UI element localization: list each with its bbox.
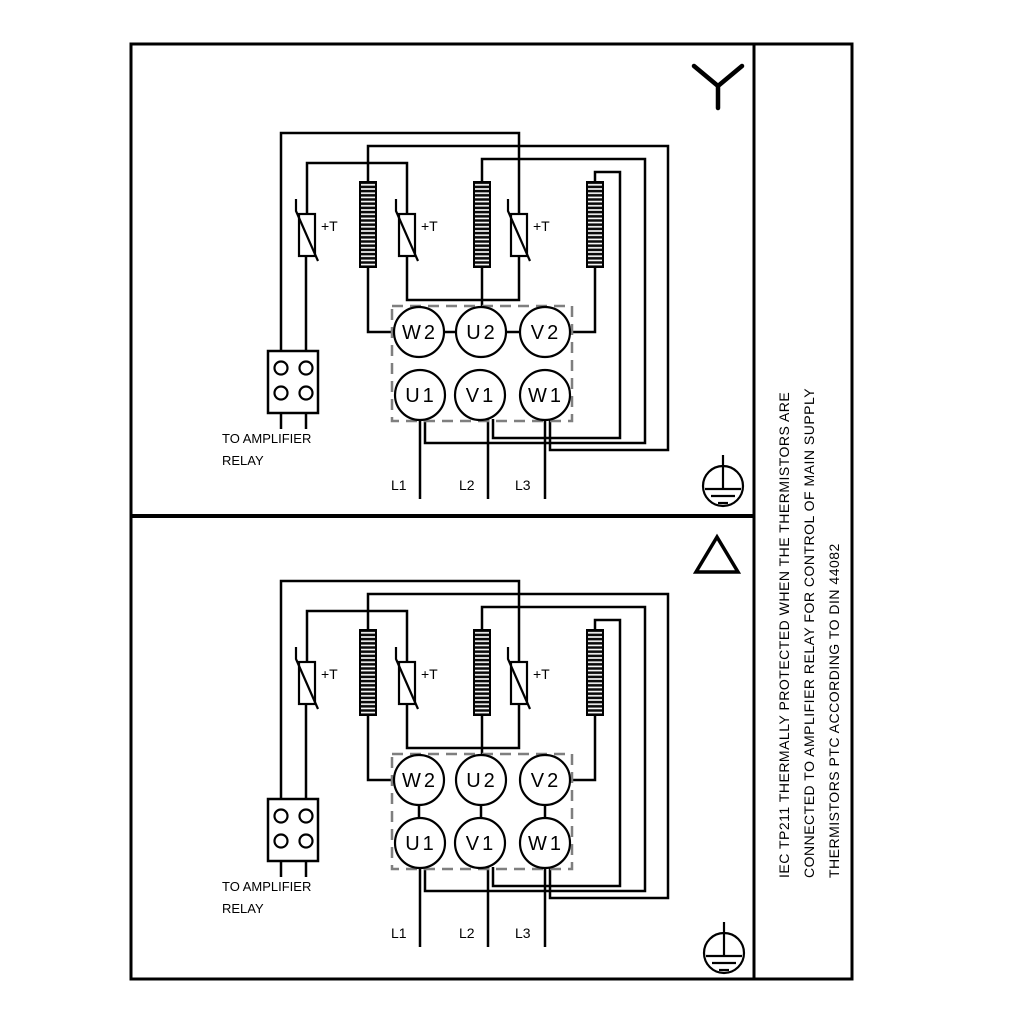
relay-pin	[300, 835, 313, 848]
relay-pin	[300, 362, 313, 375]
relay-connector	[268, 799, 318, 861]
relay-box	[268, 351, 318, 413]
thermistor-icon	[508, 647, 550, 709]
thermistor-label: +T	[321, 218, 338, 234]
star-icon	[694, 66, 742, 108]
thermistor-icon	[296, 199, 338, 261]
relay-caption-line1: TO AMPLIFIER	[222, 879, 312, 894]
relay-pin	[275, 835, 288, 848]
thermistor-icon	[296, 647, 338, 709]
motor-windings	[360, 182, 603, 267]
supply-label-l2: L2	[459, 477, 475, 493]
side-note-line3: THERMISTORS PTC ACCORDING TO DIN 44082	[826, 543, 842, 878]
relay-pin	[275, 387, 288, 400]
relay-connector	[268, 351, 318, 413]
thermistor-label: +T	[421, 218, 438, 234]
supply-label-l1: L1	[391, 925, 407, 941]
panel-star	[222, 66, 743, 506]
winding-coil-u	[474, 630, 490, 715]
terminal-board	[392, 306, 572, 421]
thermistor-label: +T	[421, 666, 438, 682]
winding-coil-w	[360, 182, 376, 267]
supply-label-l2: L2	[459, 925, 475, 941]
terminal-label: U2	[466, 770, 498, 792]
terminal-label: V2	[530, 770, 562, 792]
winding-coil-w	[360, 630, 376, 715]
terminal-label: U1	[405, 833, 437, 855]
terminal-label: W2	[402, 770, 438, 792]
delta-icon	[696, 537, 738, 572]
side-note-line2: CONNECTED TO AMPLIFIER RELAY FOR CONTROL OF MAIN SUPPLY	[801, 387, 817, 878]
winding-coil-v	[587, 630, 603, 715]
side-note-line1: IEC TP211 THERMALLY PROTECTED WHEN THE THERMISTORS ARE	[776, 391, 792, 878]
thermistors	[296, 199, 550, 261]
earth-ground-icon	[704, 922, 744, 973]
winding-coil-v	[587, 182, 603, 267]
terminal-label: V1	[465, 385, 497, 407]
side-note	[776, 388, 842, 878]
relay-pin	[300, 387, 313, 400]
supply-label-l1: L1	[391, 477, 407, 493]
terminal-label: W1	[528, 385, 564, 407]
terminal-label: U1	[405, 385, 437, 407]
winding-coil-u	[474, 182, 490, 267]
thermistor-label: +T	[321, 666, 338, 682]
thermistor-icon	[396, 199, 438, 261]
terminal-label: U2	[466, 322, 498, 344]
relay-caption-line2: RELAY	[222, 453, 264, 468]
relay-box	[268, 799, 318, 861]
terminal-label: V1	[465, 833, 497, 855]
thermistor-label: +T	[533, 666, 550, 682]
relay-caption-line2: RELAY	[222, 901, 264, 916]
relay-pin	[275, 810, 288, 823]
relay-pin	[275, 362, 288, 375]
thermistor-icon	[508, 199, 550, 261]
supply-label-l3: L3	[515, 477, 531, 493]
earth-ground-icon	[703, 455, 743, 506]
relay-caption-line1: TO AMPLIFIER	[222, 431, 312, 446]
thermistor-icon	[396, 647, 438, 709]
terminal-label: V2	[530, 322, 562, 344]
thermistors	[296, 647, 550, 709]
relay-pin	[300, 810, 313, 823]
thermistor-label: +T	[533, 218, 550, 234]
terminal-label: W2	[402, 322, 438, 344]
supply-label-l3: L3	[515, 925, 531, 941]
panel-delta	[222, 537, 744, 973]
terminal-label: W1	[528, 833, 564, 855]
motor-windings	[360, 630, 603, 715]
